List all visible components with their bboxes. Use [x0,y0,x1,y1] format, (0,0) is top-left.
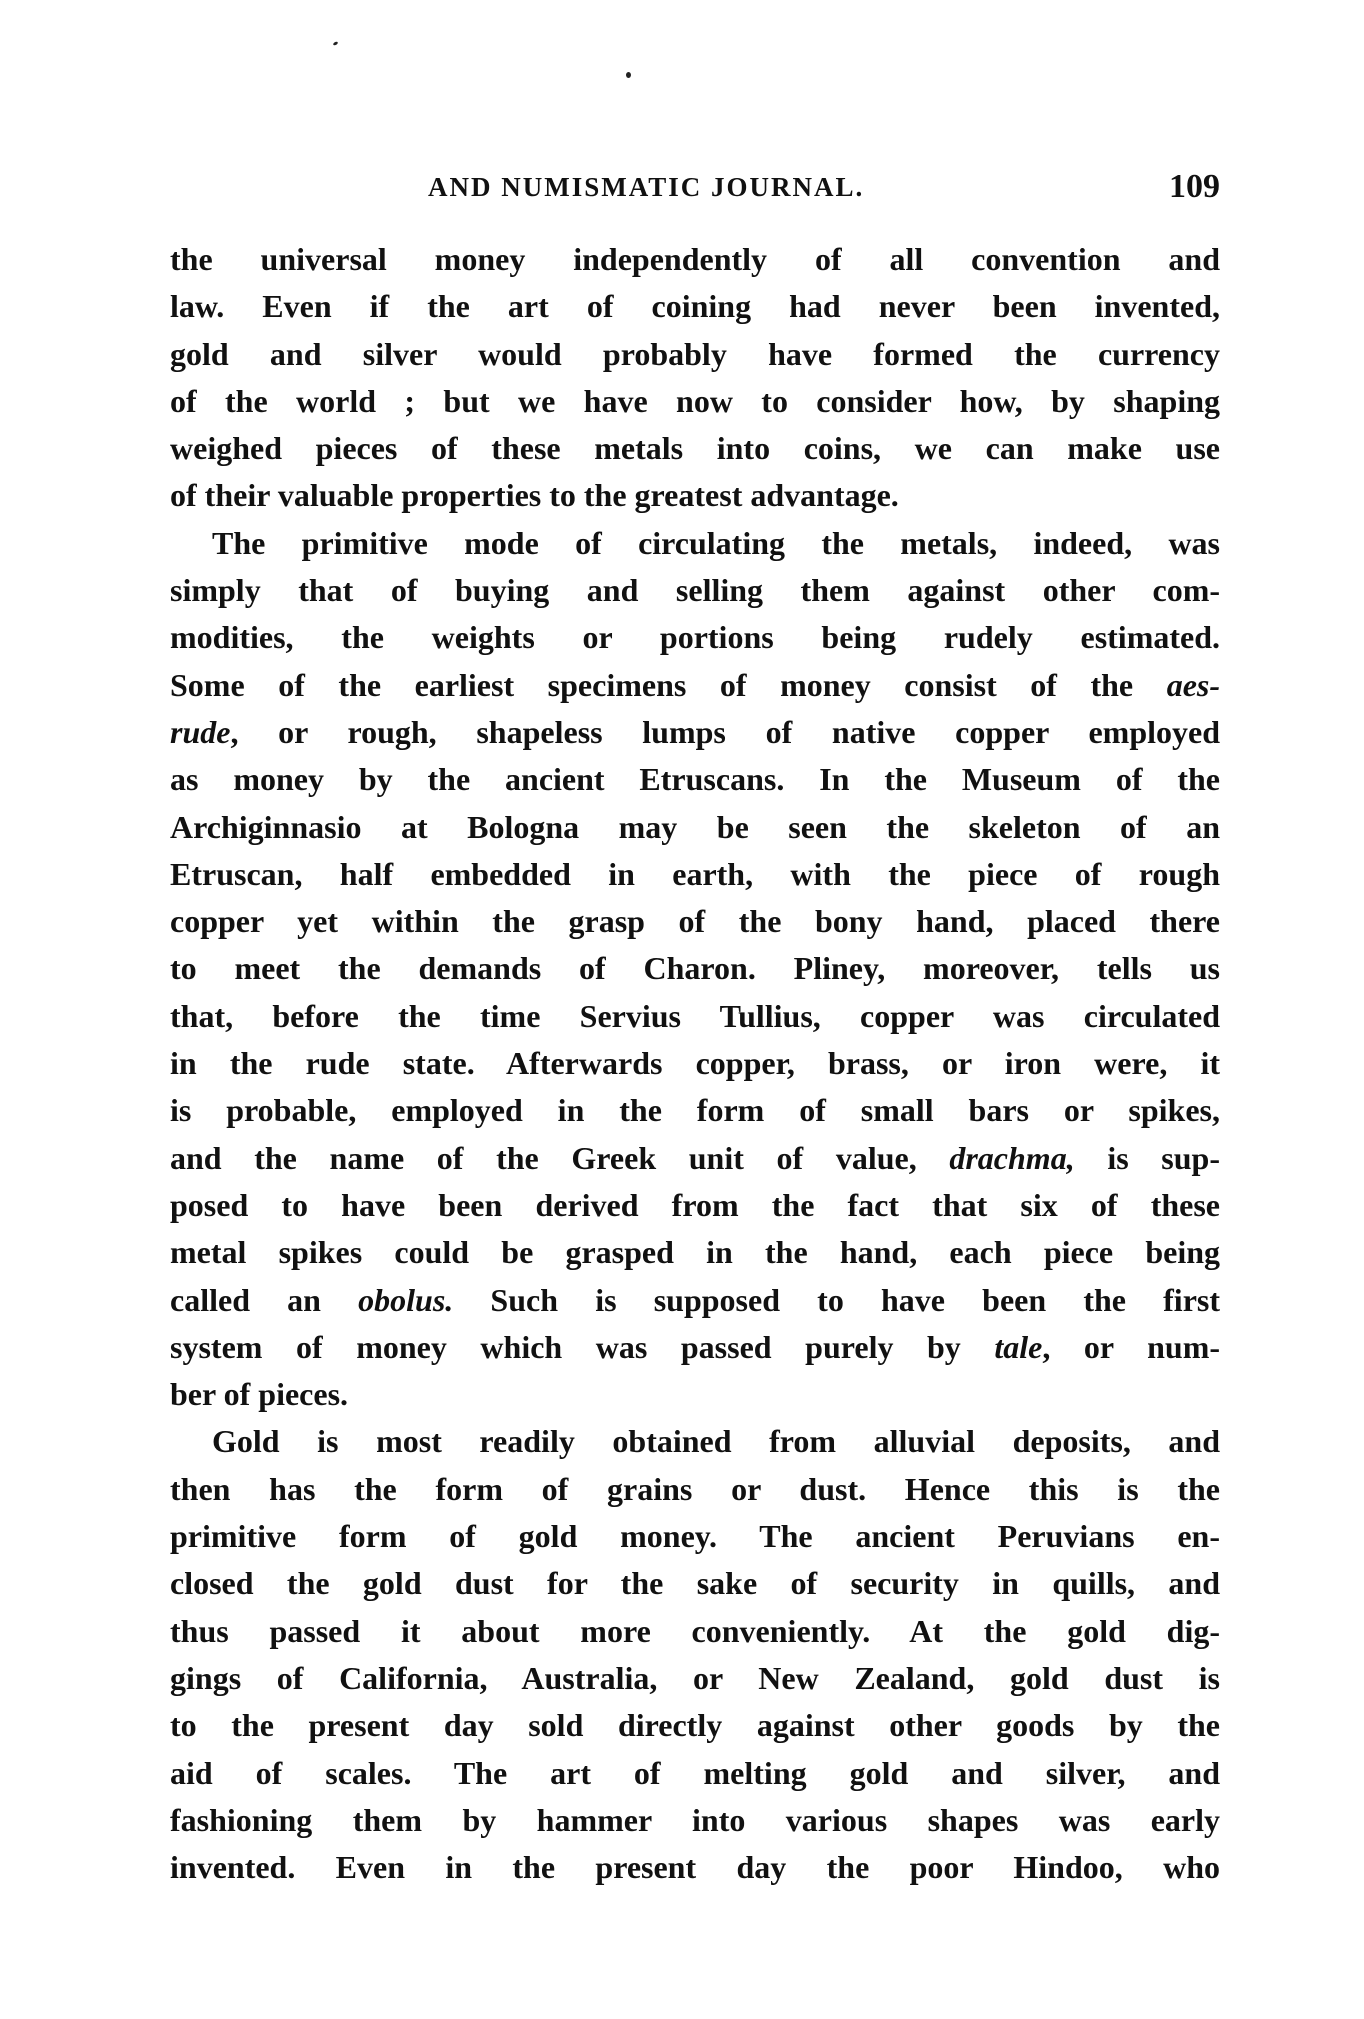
text-line: as money by the ancient Etruscans. In the Museum of the [170,761,1220,798]
text-line: simply that of buying and selling them against other com- [170,572,1220,609]
text-line [170,1135,1220,1182]
page-number: 109 [1169,168,1220,205]
text-line: modities, the weights or portions being rudely estimated. [170,619,1220,656]
text-line: of the world ; but we have now to consider how, by shaping [170,382,1220,419]
text-line: copper yet within the grasp of the bony hand, placed there [170,903,1220,940]
text-line: weighed pieces of these metals into coins, we can make use [170,430,1220,467]
text-line: posed to have been derived from the fact that six of these [170,1186,1220,1223]
greek-term: drachma, [949,1139,1075,1176]
running-title: AND NUMISMATIC JOURNAL. [428,172,865,202]
ink-speck [626,72,631,78]
text-segment: called an [170,1281,359,1318]
text-segment: Some of the earliest specimens of money consist of the [170,666,1167,703]
text-line: fashioning them by hammer into various shapes was early [170,1801,1220,1838]
text-line: aid of scales. The art of melting gold and silver, and [170,1754,1220,1791]
text-line: of their valuable properties to the greatest advantage. [170,477,899,514]
text-line: Gold is most readily obtained from alluvial deposits, and [212,1423,1220,1460]
text-line: The primitive mode of circulating the metals, indeed, was [212,524,1220,561]
text-line: thus passed it about more conveniently. At the gold dig- [170,1612,1220,1649]
text-line: law. Even if the art of coining had never been invented, [170,288,1220,325]
text-line: in the rude state. Afterwards copper, brass, or iron were, it [170,1045,1220,1082]
text-line: is probable, employed in the form of small bars or spikes, [170,1092,1220,1129]
text-line: Etruscan, half embedded in earth, with the piece of rough [170,855,1220,892]
latin-term: obolus. [358,1281,454,1318]
emphasis-term: tale [994,1328,1043,1365]
text-line [170,709,1220,756]
text-segment: , or num- [1042,1328,1220,1365]
body-text [170,236,1220,1891]
text-line: to the present day sold directly against other goods by the [170,1707,1220,1744]
text-line: the universal money independently of all convention and [170,241,1220,277]
text-segment: , or rough, shapeless lumps of native copper employed [230,713,1220,750]
text-line [170,662,1220,709]
text-line: primitive form of gold money. The ancient Peruvians en- [170,1518,1220,1555]
text-line: closed the gold dust for the sake of security in quills, and [170,1565,1220,1602]
text-line: gold and silver would probably have formed the currency [170,335,1220,372]
text-segment: Such is supposed to have been the first [453,1281,1220,1318]
text-line: gings of California, Australia, or New Zealand, gold dust is [170,1659,1220,1696]
text-line: invented. Even in the present day the poor Hindoo, who [170,1849,1220,1886]
running-head [170,168,1220,218]
text-segment: system of money which was passed purely by [170,1328,995,1365]
text-line [170,1324,1220,1371]
text-line [170,1277,1220,1324]
text-line: to meet the demands of Charon. Pliney, moreover, tells us [170,950,1220,987]
text-line: then has the form of grains or dust. Hence this is the [170,1470,1220,1507]
text-segment: and the name of the Greek unit of value, [170,1139,950,1176]
ink-speck [333,41,339,46]
latin-term: rude [170,713,231,750]
latin-term: aes- [1166,666,1220,703]
text-line: metal spikes could be grasped in the hand, each piece being [170,1234,1220,1271]
text-line: that, before the time Servius Tullius, copper was circulated [170,997,1220,1034]
text-segment: is sup- [1074,1139,1220,1176]
text-line: ber of pieces. [170,1376,349,1413]
text-line: Archiginnasio at Bologna may be seen the skeleton of an [170,808,1220,845]
